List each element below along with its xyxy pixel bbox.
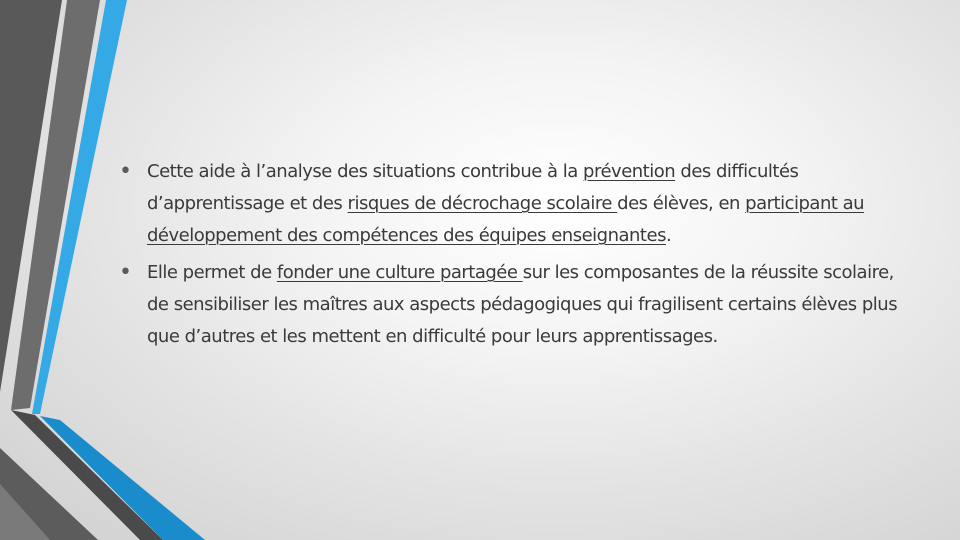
bullet-icon: • <box>119 260 132 285</box>
underlined-phrase-prevention: prévention <box>583 161 676 182</box>
bullet-icon: • <box>119 159 132 184</box>
slide-content <box>118 156 908 358</box>
underlined-phrase-culture: fonder une culture partagée <box>276 262 523 283</box>
bullet-text: Cette aide à l’analyse des situations contribue à la prévention des difficultés d’apprentissage et des risques de décrochage scolaire des élèves, en participant au développement des compétences des équipes enseignantes. <box>147 161 865 246</box>
bullet-item <box>118 156 908 252</box>
bullet-item <box>118 257 908 353</box>
underlined-phrase-competences: participant au développement des compétences des équipes enseignantes <box>147 193 865 246</box>
bullet-text: Elle permet de fonder une culture partagée sur les composantes de la réussite scolaire, de sensibiliser les maîtres aux aspects pédagogiques qui fragilisent certains élèves plus que d’autres et les mettent en difficulté pour leurs apprentissages. <box>147 262 898 347</box>
underlined-phrase-decrochage: risques de décrochage scolaire <box>347 193 618 214</box>
